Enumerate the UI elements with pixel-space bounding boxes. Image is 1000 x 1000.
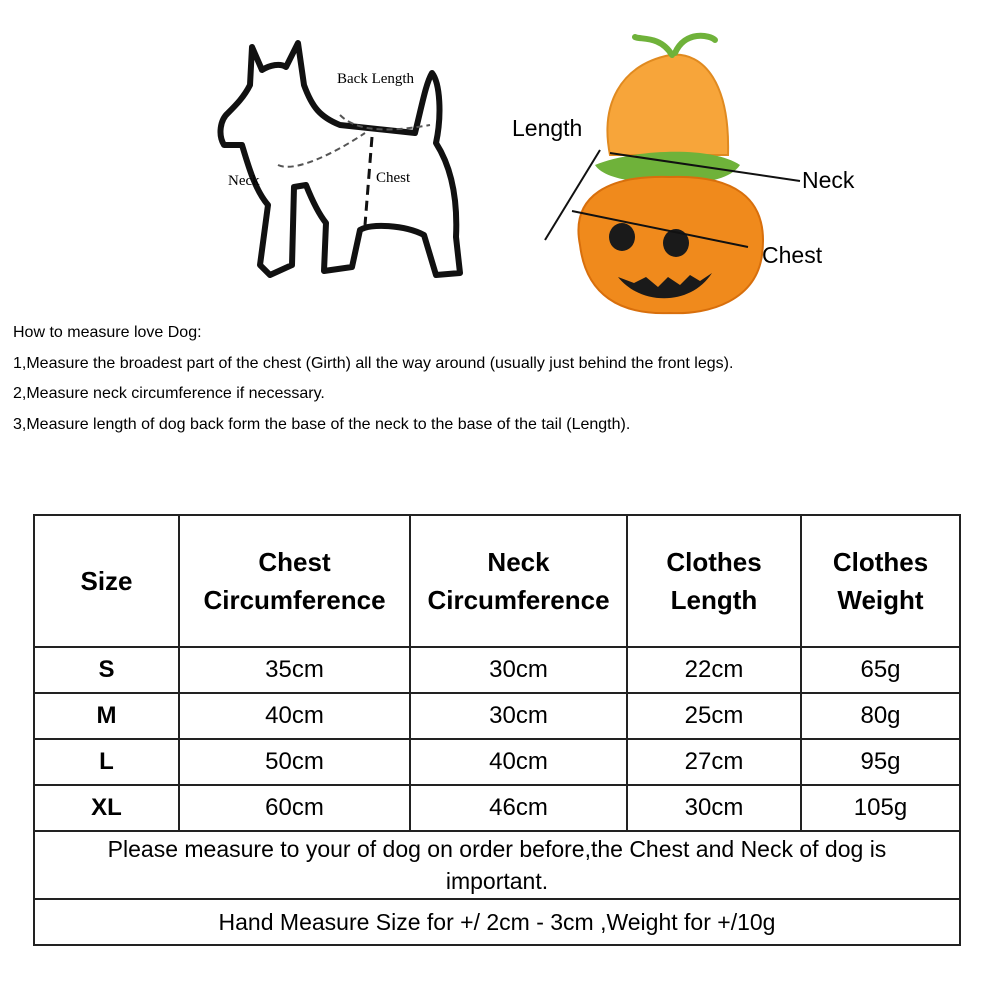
- pumpkin-costume-diagram: [500, 15, 880, 325]
- instruction-step: 2,Measure neck circumference if necessary.: [13, 385, 325, 402]
- weight-cell: 65g: [801, 647, 960, 693]
- table-row: [34, 739, 960, 785]
- header-neck: Neck Circumference: [410, 515, 627, 647]
- neck-cell: 40cm: [410, 739, 627, 785]
- neck-label: Neck: [802, 167, 855, 193]
- instructions-heading: How to measure love Dog:: [13, 324, 202, 341]
- weight-cell: 105g: [801, 785, 960, 831]
- weight-cell: 80g: [801, 693, 960, 739]
- dog-silhouette-icon: [200, 25, 470, 285]
- measure-note: Please measure to your of dog on order before,the Chest and Neck of dog is important.: [34, 831, 960, 899]
- table-row: [34, 647, 960, 693]
- measure-instructions: [13, 318, 973, 440]
- length-label: Length: [512, 115, 583, 141]
- dog-measure-diagram: [200, 25, 470, 285]
- chest-cell: 50cm: [179, 739, 410, 785]
- tolerance-row: [34, 899, 960, 945]
- size-cell: XL: [34, 785, 179, 831]
- length-cell: 25cm: [627, 693, 801, 739]
- table-row: [34, 693, 960, 739]
- size-cell: M: [34, 693, 179, 739]
- header-size: Size: [34, 515, 179, 647]
- neck-label: Neck: [228, 173, 260, 189]
- table-row: [34, 785, 960, 831]
- tolerance-note: Hand Measure Size for +/ 2cm - 3cm ,Weight for +/10g: [34, 899, 960, 945]
- chest-label: Chest: [376, 170, 411, 186]
- length-cell: 22cm: [627, 647, 801, 693]
- instruction-step: 3,Measure length of dog back form the base of the neck to the base of the tail (Length).: [13, 415, 631, 433]
- neck-cell: 30cm: [410, 693, 627, 739]
- weight-cell: 95g: [801, 739, 960, 785]
- size-chart-table: [33, 514, 961, 946]
- header-weight: Clothes Weight: [801, 515, 960, 647]
- size-cell: S: [34, 647, 179, 693]
- back-length-label: Back Length: [337, 71, 415, 87]
- table-header-row: [34, 515, 960, 647]
- chest-label: Chest: [762, 242, 823, 268]
- note-row: [34, 831, 960, 899]
- header-length: Clothes Length: [627, 515, 801, 647]
- header-chest: Chest Circumference: [179, 515, 410, 647]
- length-cell: 27cm: [627, 739, 801, 785]
- instruction-step: 1,Measure the broadest part of the chest (Girth) all the way around (usually just behind the front legs).: [13, 354, 734, 372]
- size-cell: L: [34, 739, 179, 785]
- chest-cell: 40cm: [179, 693, 410, 739]
- chest-cell: 35cm: [179, 647, 410, 693]
- neck-cell: 46cm: [410, 785, 627, 831]
- length-cell: 30cm: [627, 785, 801, 831]
- chest-cell: 60cm: [179, 785, 410, 831]
- neck-cell: 30cm: [410, 647, 627, 693]
